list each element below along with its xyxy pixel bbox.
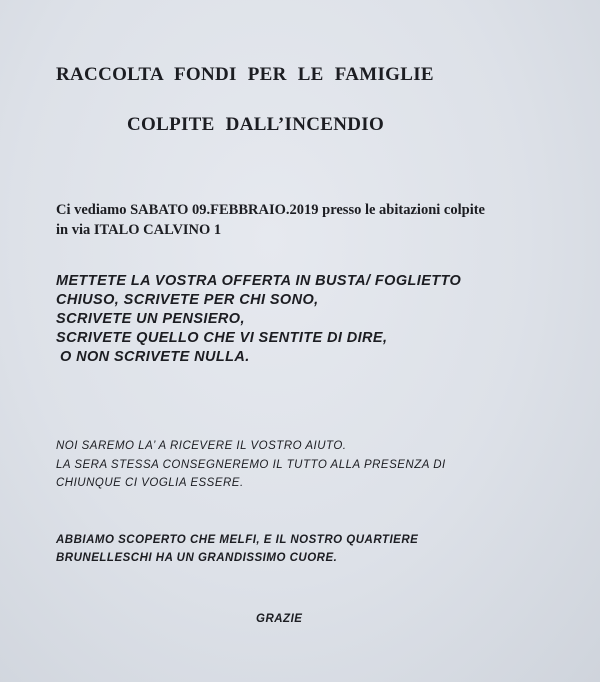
reception-line-2: LA SERA STESSA CONSEGNEREMO IL TUTTO ALLA PRESENZA DI <box>56 459 446 471</box>
intro-line-2: in via ITALO CALVINO 1 <box>56 222 222 238</box>
instruction-line-3: SCRIVETE UN PENSIERO, <box>56 311 245 327</box>
instruction-line-1: METTETE LA VOSTRA OFFERTA IN BUSTA/ FOGLIETTO <box>56 273 462 289</box>
instruction-line-2: CHIUSO, SCRIVETE PER CHI SONO, <box>56 292 319 308</box>
title-line-2: COLPITE DALL’INCENDIO <box>127 114 385 135</box>
instruction-line-5: O NON SCRIVETE NULLA. <box>60 349 250 365</box>
reception-line-3: CHIUNQUE CI VOGLIA ESSERE. <box>56 477 244 489</box>
instruction-line-4: SCRIVETE QUELLO CHE VI SENTITE DI DIRE, <box>56 330 388 346</box>
reception-line-1: NOI SAREMO LA’ A RICEVERE IL VOSTRO AIUTO. <box>56 440 347 452</box>
intro-line-1: Ci vediamo SABATO 09.FEBBRAIO.2019 presso le abitazioni colpite <box>56 202 485 218</box>
thanks-text: GRAZIE <box>256 613 303 625</box>
title-line-1: RACCOLTA FONDI PER LE FAMIGLIE <box>56 64 434 85</box>
closing-line-2: BRUNELLESCHI HA UN GRANDISSIMO CUORE. <box>56 552 338 564</box>
closing-line-1: ABBIAMO SCOPERTO CHE MELFI, E IL NOSTRO QUARTIERE <box>56 534 419 546</box>
